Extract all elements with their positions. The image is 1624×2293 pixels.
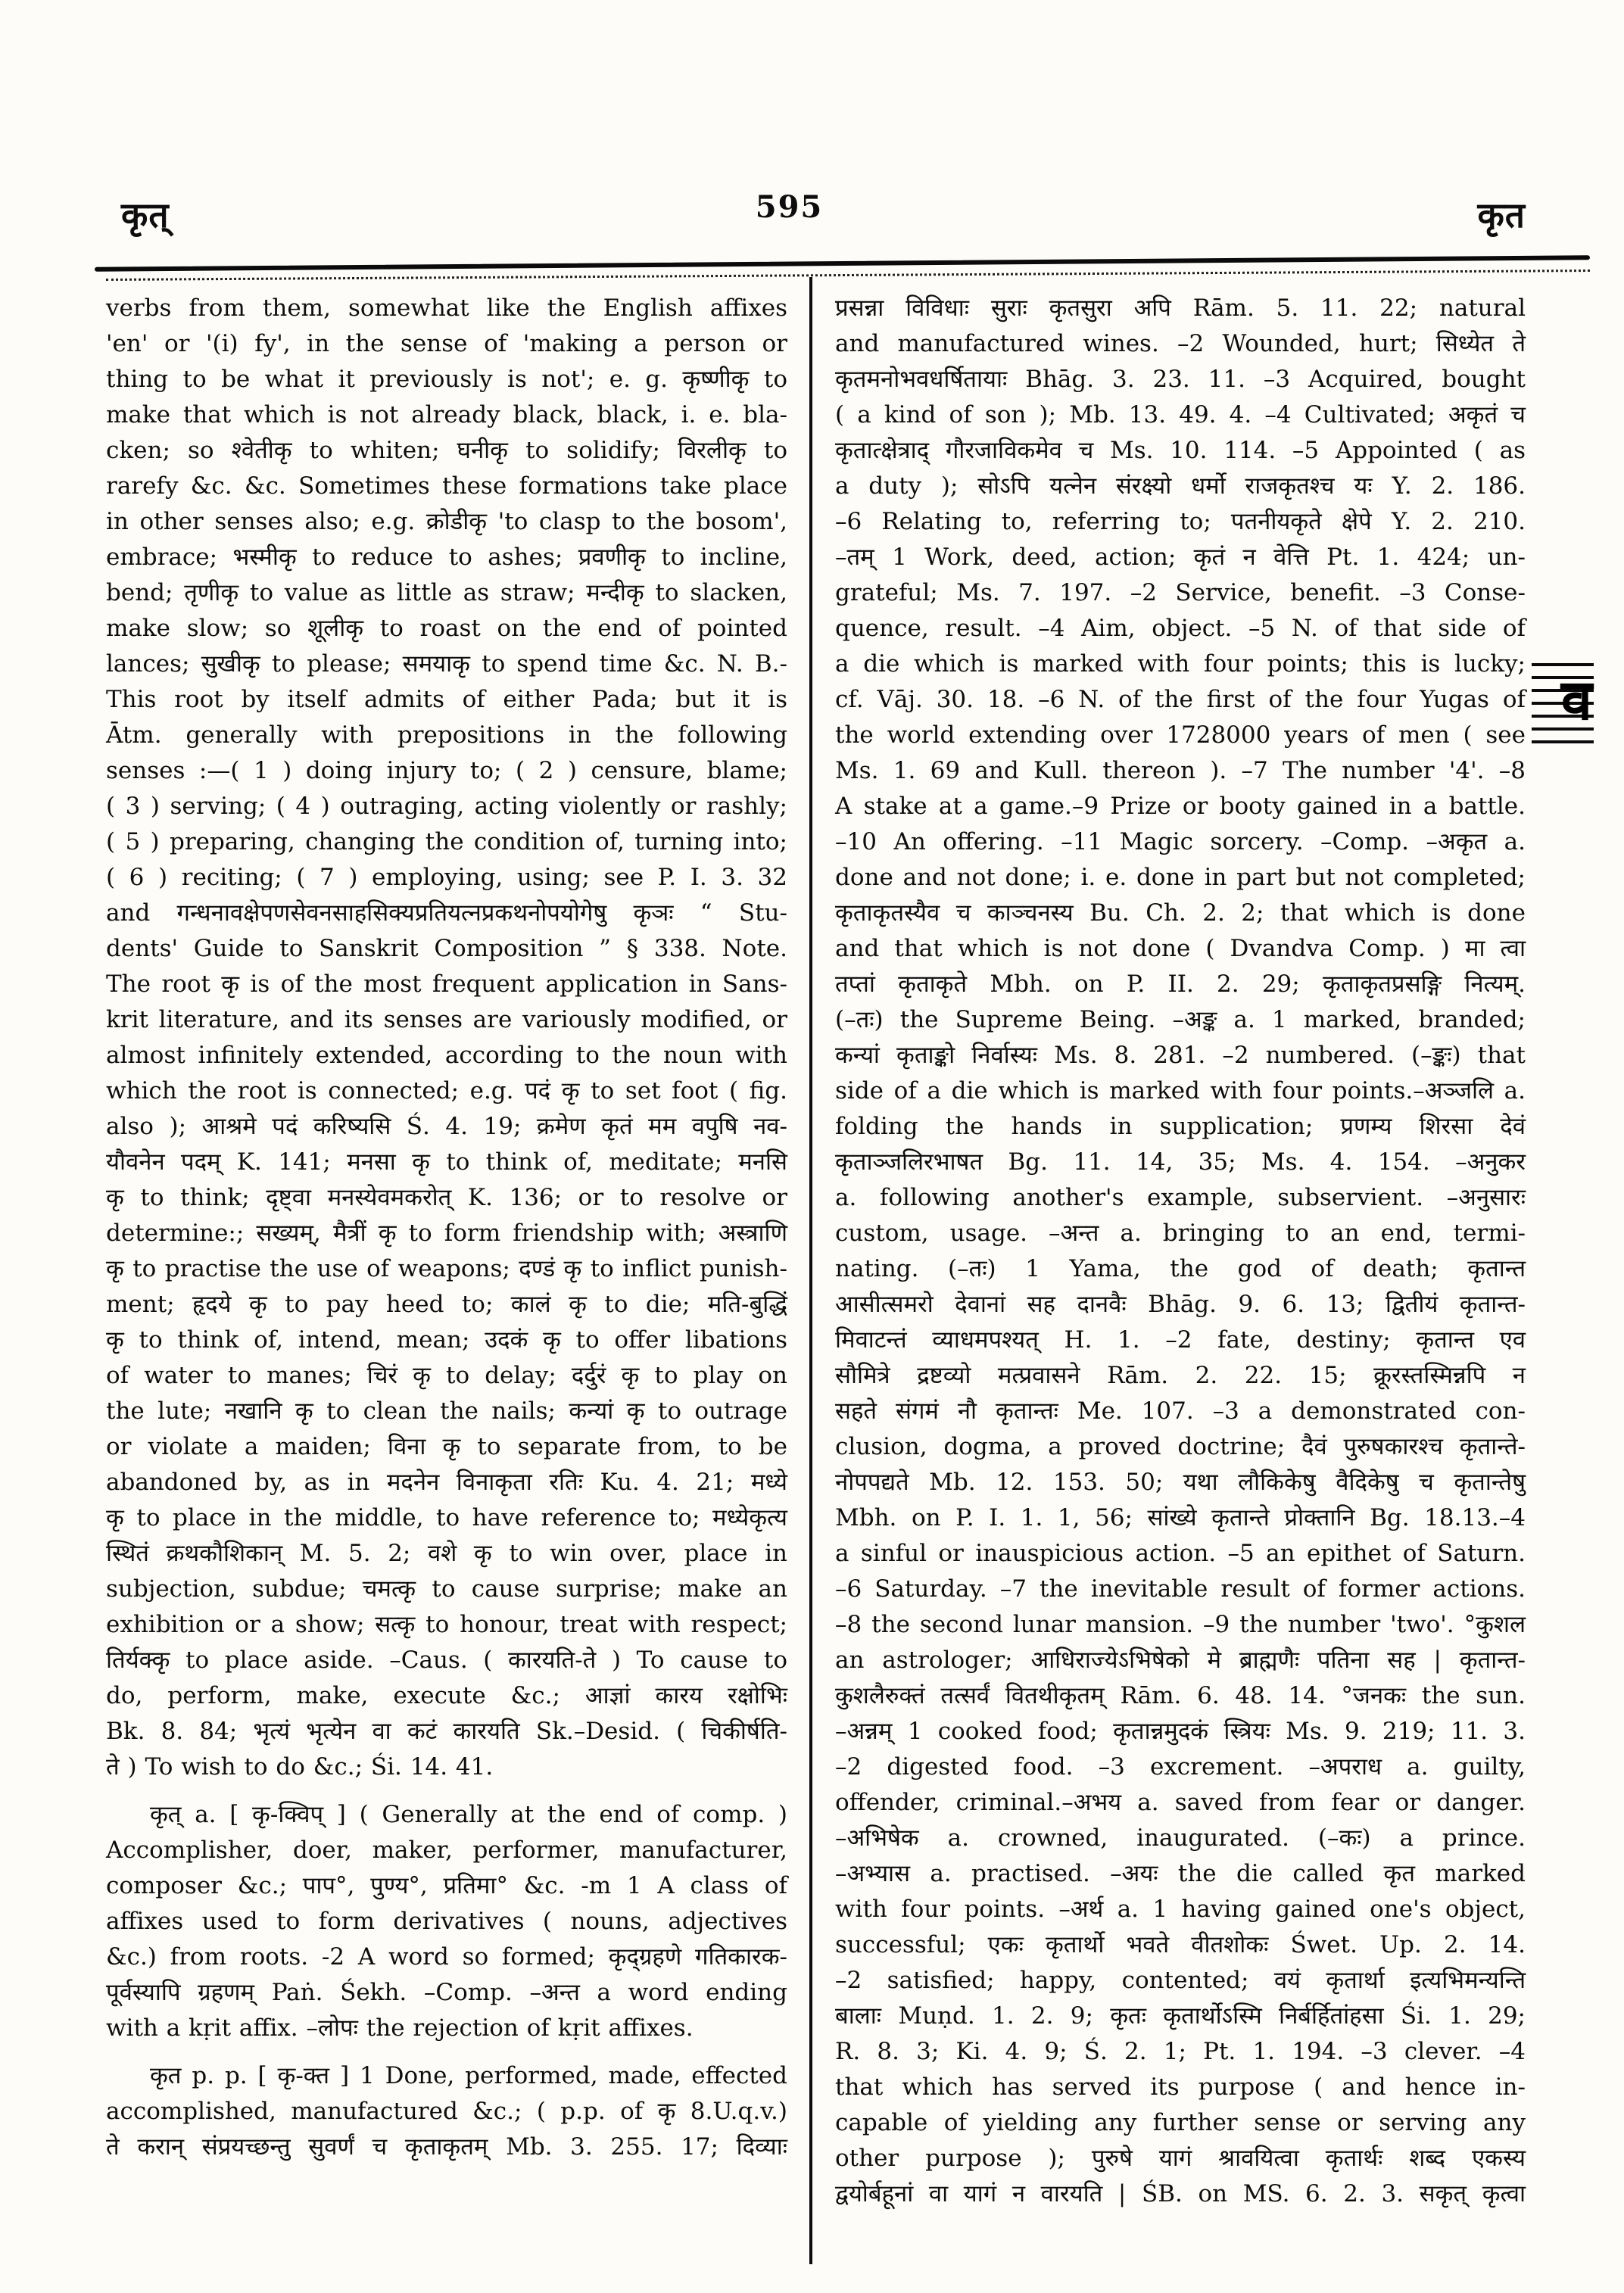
text-line: –10 An offering. –11 Magic sorcery. –Comp. –अकृत a. xyxy=(835,828,1526,855)
text-line: कृताकृतस्यैव च काञ्चनस्य Bu. Ch. 2. 2; that which is done xyxy=(835,899,1526,927)
text-line: in other senses also; e.g. क्रोडीकृ 'to clasp to the bosom', xyxy=(106,508,787,535)
paragraph-krta-continuation xyxy=(835,291,1526,2212)
text-line: –6 Relating to, referring to; पतनीयकृते क्षेपे Y. 2. 210. xyxy=(835,508,1526,535)
text-line: यौवनेन पदम् K. 141; मनसा कृ to think of, meditate; मनसि xyxy=(106,1148,787,1176)
text-line: ( 3 ) serving; ( 4 ) outraging, acting violently or rashly; xyxy=(106,793,787,820)
text-line: तप्तां कृताकृते Mbh. on P. II. 2. 29; कृताकृतप्रसङ्गि नित्यम्. xyxy=(835,970,1526,998)
text-line: also ); आश्रमे पदं करिष्यसि Ś. 4. 19; क्रमेण कृतं मम वपुषि नव- xyxy=(106,1113,787,1140)
text-line: –2 digested food. –3 excrement. –अपराध a. guilty, xyxy=(835,1753,1526,1781)
paragraph-kr-root-continuation xyxy=(106,291,787,1785)
text-line: with four points. –अर्थ a. 1 having gained one's object, xyxy=(835,1896,1526,1923)
text-line: कृ to place in the middle, to have reference to; मध्येकृत्य xyxy=(106,1504,787,1531)
thumb-index-tab xyxy=(1532,663,1594,748)
text-line: offender, criminal.–अभय a. saved from fear or danger. xyxy=(835,1789,1526,1816)
header-rule-dotted xyxy=(106,269,1590,281)
text-line: folding the hands in supplication; प्रणम्य शिरसा देवं xyxy=(835,1113,1526,1140)
text-line: 'en' or '(i) fy', in the sense of 'making a person or xyxy=(106,330,787,357)
text-line: This root by itself admits of either Pada; but it is xyxy=(106,686,787,713)
header-rule xyxy=(95,255,1590,272)
text-line: ( 6 ) reciting; ( 7 ) employing, using; see P. I. 3. 32 xyxy=(106,864,787,891)
text-line: Bk. 8. 84; भृत्यं भृत्येन वा कटं कारयति Sk.–Desid. ( चिकीर्षति- xyxy=(106,1718,787,1745)
text-line: which the root is connected; e.g. पदं कृ to set foot ( fig. xyxy=(106,1077,787,1104)
text-line: –6 Saturday. –7 the inevitable result of former actions. xyxy=(835,1575,1526,1603)
entry-krta-past-participle xyxy=(106,2058,787,2165)
text-line: and गन्धनावक्षेपणसेवनसाहसिक्यप्रतियत्नप्रकथनोपयोगेषु कृञः “ Stu- xyxy=(106,899,787,927)
text-line: or violate a maiden; विना कृ to separate from, to be xyxy=(106,1433,787,1460)
entry-krt xyxy=(106,1797,787,2046)
text-line: ( 5 ) preparing, changing the condition of, turning into; xyxy=(106,828,787,855)
text-line: द्वयोर्बहूनां वा यागं न वारयति | ŚB. on MS. 6. 2. 3. सकृत् कृत्वा xyxy=(835,2180,1526,2207)
text-line: कृ to think; दृष्ट्वा मनस्येवमकरोत् K. 136; or to resolve or xyxy=(106,1184,787,1211)
text-line: –8 the second lunar mansion. –9 the number 'two'. °कुशल xyxy=(835,1611,1526,1638)
text-line: (–तः) the Supreme Being. –अङ्क a. 1 marked, branded; xyxy=(835,1006,1526,1033)
text-line: ते ) To wish to do &c.; Śi. 14. 41. xyxy=(106,1753,494,1781)
text-line: –अभिषेक a. crowned, inaugurated. (–कः) a prince. xyxy=(835,1824,1526,1852)
text-line: कन्यां कृताङ्को निर्वास्यः Ms. 8. 281. –2 numbered. (–ङ्कः) that xyxy=(835,1042,1526,1069)
text-line: स्थितं क्रथकौशिकान् M. 5. 2; वशे कृ to win over, place in xyxy=(106,1540,787,1567)
thumb-index-letter: व xyxy=(1560,668,1592,733)
text-line: ( a kind of son ); Mb. 13. 49. 4. –4 Cultivated; अकृतं च xyxy=(835,401,1526,428)
text-line: बालाः Muṇd. 1. 2. 9; कृतः कृतार्थोऽस्मि निर्बर्हितांहसा Śi. 1. 29; xyxy=(835,2002,1526,2030)
text-line: आसीत्समरो देवानां सह दानवैः Bhāg. 9. 6. 13; द्वितीयं कृतान्त- xyxy=(835,1291,1526,1318)
text-line: almost infinitely extended, according to the noun with xyxy=(106,1042,787,1069)
text-line: कृतात्क्षेत्राद् गौरजाविकमेव च Ms. 10. 114. –5 Appointed ( as xyxy=(835,437,1526,464)
text-line: subjection, subdue; चमत्कृ to cause surprise; make an xyxy=(106,1575,787,1603)
text-line: with a kṛit affix. –लोपः the rejection of kṛit affixes. xyxy=(106,2014,694,2042)
text-line: and manufactured wines. –2 Wounded, hurt; सिध्येत ते xyxy=(835,330,1526,357)
text-line: other purpose ); पुरुषे यागं श्रावयित्वा कृतार्थः शब्द एकस्य xyxy=(835,2145,1526,2172)
text-line: exhibition or a show; सत्कृ to honour, treat with respect; xyxy=(106,1611,787,1638)
text-line: do, perform, make, execute &c.; आज्ञां कारय रक्षोभिः xyxy=(106,1682,787,1709)
text-line: –अन्नम् 1 cooked food; कृतान्नमुदकं स्त्रियः Ms. 9. 219; 11. 3. xyxy=(835,1718,1526,1745)
text-line: a. following another's example, subservient. –अनुसारः xyxy=(835,1184,1526,1211)
text-line: कृ to think of, intend, mean; उदकं कृ to offer libations xyxy=(106,1326,787,1354)
text-line: a die which is marked with four points; this is lucky; xyxy=(835,650,1526,678)
text-column-right xyxy=(835,291,1526,2212)
text-line: the lute; नखानि कृ to clean the nails; कन्यां कृ to outrage xyxy=(106,1397,787,1425)
text-line: quence, result. –4 Aim, object. –5 N. of that side of xyxy=(835,615,1526,642)
text-line: nating. (–तः) 1 Yama, the god of death; कृतान्त xyxy=(835,1255,1526,1282)
text-line: affixes used to form derivatives ( nouns, adjectives xyxy=(106,1908,787,1935)
text-line: side of a die which is marked with four points.–अञ्जलि a. xyxy=(835,1077,1526,1104)
text-line: A stake at a game.–9 Prize or booty gained in a battle. xyxy=(835,793,1526,820)
text-line: abandoned by, as in मदनेन विनाकृता रतिः Ku. 4. 21; मध्ये xyxy=(106,1469,787,1496)
text-line: सहते संगमं नौ कृतान्तः Me. 107. –3 a demonstrated con- xyxy=(835,1397,1526,1425)
text-line: पूर्वस्यापि ग्रहणम् Paṅ. Śekh. –Comp. –अन्त a word ending xyxy=(106,1979,787,2006)
running-head-right-word: कृत xyxy=(1477,195,1526,235)
text-line: make slow; so शूलीकृ to roast on the end of pointed xyxy=(106,615,787,642)
text-line: Ms. 1. 69 and Kull. thereon ). –7 The number '4'. –8 xyxy=(835,757,1526,784)
text-line: cf. Vāj. 30. 18. –6 N. of the first of the four Yugas of xyxy=(835,686,1526,713)
text-line: determine:; सख्यम्, मैत्रीं कृ to form friendship with; अस्त्राणि xyxy=(106,1220,787,1247)
text-line: dents' Guide to Sanskrit Composition ” § 338. Note. xyxy=(106,935,787,962)
text-line: कृत् a. [ कृ-क्विप् ] ( Generally at the end of comp. ) xyxy=(150,1801,787,1828)
text-line: Mbh. on P. I. 1. 1, 56; सांख्ये कृतान्ते प्रोक्तानि Bg. 18.13.–4 xyxy=(835,1504,1526,1531)
text-line: ते करान् संप्रयच्छन्तु सुवर्णं च कृताकृतम् Mb. 3. 255. 17; दिव्याः xyxy=(106,2133,787,2161)
page-number: 595 xyxy=(755,189,824,225)
text-line: done and not done; i. e. done in part but not completed; xyxy=(835,864,1526,891)
text-line: of water to manes; चिरं कृ to delay; दर्दुरं कृ to play on xyxy=(106,1362,787,1389)
text-line: embrace; भस्मीकृ to reduce to ashes; प्रवणीकृ to incline, xyxy=(106,544,787,571)
text-line: Accomplisher, doer, maker, performer, manufacturer, xyxy=(106,1837,787,1864)
text-line: and that which is not done ( Dvandva Comp. ) मा त्वा xyxy=(835,935,1526,962)
text-line: lances; सुखीकृ to please; समयाकृ to spend time &c. N. B.- xyxy=(106,650,787,678)
text-line: cken; so श्वेतीकृ to whiten; घनीकृ to solidify; विरलीकृ to xyxy=(106,437,787,464)
text-line: verbs from them, somewhat like the English affixes xyxy=(106,294,787,322)
text-line: प्रसन्ना विविधाः सुराः कृतसुरा अपि Rām. 5. 11. 22; natural xyxy=(835,294,1526,322)
column-divider-rule xyxy=(809,277,812,2264)
text-line: R. 8. 3; Ki. 4. 9; Ś. 2. 1; Pt. 1. 194. –3 clever. –4 xyxy=(835,2038,1526,2065)
text-line: make that which is not already black, black, i. e. bla- xyxy=(106,401,787,428)
text-line: &c.) from roots. -2 A word so formed; कृद्ग्रहणे गतिकारक- xyxy=(106,1943,787,1971)
text-line: –तम् 1 Work, deed, action; कृतं न वेत्ति Pt. 1. 424; un- xyxy=(835,544,1526,571)
text-line: thing to be what it previously is not'; e. g. कृष्णीकृ to xyxy=(106,366,787,393)
text-line: grateful; Ms. 7. 197. –2 Service, benefit. –3 Conse- xyxy=(835,579,1526,606)
text-line: capable of yielding any further sense or serving any xyxy=(835,2109,1526,2136)
text-line: –अभ्यास a. practised. –अयः the die called कृत marked xyxy=(835,1860,1526,1887)
text-line: custom, usage. –अन्त a. bringing to an end, termi- xyxy=(835,1220,1526,1247)
text-line: krit literature, and its senses are variously modified, or xyxy=(106,1006,787,1033)
text-line: accomplished, manufactured &c.; ( p.p. of कृ 8.U.q.v.) xyxy=(106,2098,787,2125)
text-line: bend; तृणीकृ to value as little as straw; मन्दीकृ to slacken, xyxy=(106,579,787,606)
text-line: मिवाटन्तं व्याधमपश्यत् H. 1. –2 fate, destiny; कृतान्त एव xyxy=(835,1326,1526,1354)
text-line: –2 satisfied; happy, contented; वयं कृतार्था इत्यभिमन्यन्ति xyxy=(835,1967,1526,1994)
text-line: कृतमनोभवधर्षितायाः Bhāg. 3. 23. 11. –3 Acquired, bought xyxy=(835,366,1526,393)
text-line: a duty ); सोऽपि यत्नेन संरक्ष्यो धर्मो राजकृतश्च यः Y. 2. 186. xyxy=(835,472,1526,500)
text-line: सौमित्रे द्रष्टव्यो मत्प्रवासने Rām. 2. 22. 15; क्रूरस्तस्मिन्नपि न xyxy=(835,1362,1526,1389)
text-line: कुशलैरुक्तं तत्सर्वं वितथीकृतम् Rām. 6. 48. 14. °जनकः the sun. xyxy=(835,1682,1526,1709)
text-line: कृ to practise the use of weapons; दण्डं कृ to inflict punish- xyxy=(106,1255,787,1282)
text-line: that which has served its purpose ( and hence in- xyxy=(835,2073,1526,2101)
text-line: clusion, dogma, a proved doctrine; दैवं पुरुषकारश्च कृतान्ते- xyxy=(835,1433,1526,1460)
text-line: the world extending over 1728000 years of men ( see xyxy=(835,721,1526,749)
text-column-left xyxy=(106,291,787,2165)
text-line: a sinful or inauspicious action. –5 an epithet of Saturn. xyxy=(835,1540,1526,1567)
text-line: composer &c.; पाप°, पुण्य°, प्रतिमा° &c. -m 1 A class of xyxy=(106,1872,787,1899)
text-line: rarefy &c. &c. Sometimes these formations take place xyxy=(106,472,787,500)
running-head-left-word: कृत् xyxy=(121,195,170,235)
text-line: successful; एकः कृतार्थो भवते वीतशोकः Śwet. Up. 2. 14. xyxy=(835,1931,1526,1958)
text-line: ment; हृदये कृ to pay heed to; कालं कृ to die; मति-बुद्धिं xyxy=(106,1291,787,1318)
text-line: senses :—( 1 ) doing injury to; ( 2 ) censure, blame; xyxy=(106,757,787,784)
text-line: कृताञ्जलिरभाषत Bg. 11. 14, 35; Ms. 4. 154. –अनुकर xyxy=(835,1148,1526,1176)
text-line: कृत p. p. [ कृ-क्त ] 1 Done, performed, made, effected xyxy=(150,2062,787,2089)
text-line: तिर्यक्कृ to place aside. –Caus. ( कारयति-ते ) To cause to xyxy=(106,1647,787,1674)
text-line: नोपपद्यते Mb. 12. 153. 50; यथा लौकिकेषु वैदिकेषु च कृतान्तेषु xyxy=(835,1469,1526,1496)
text-line: Ātm. generally with prepositions in the following xyxy=(106,721,787,749)
text-line: an astrologer; आधिराज्येऽभिषेको मे ब्राह्मणैः पतिना सह | कृतान्त- xyxy=(835,1647,1526,1674)
text-line: The root कृ is of the most frequent application in Sans- xyxy=(106,970,787,998)
